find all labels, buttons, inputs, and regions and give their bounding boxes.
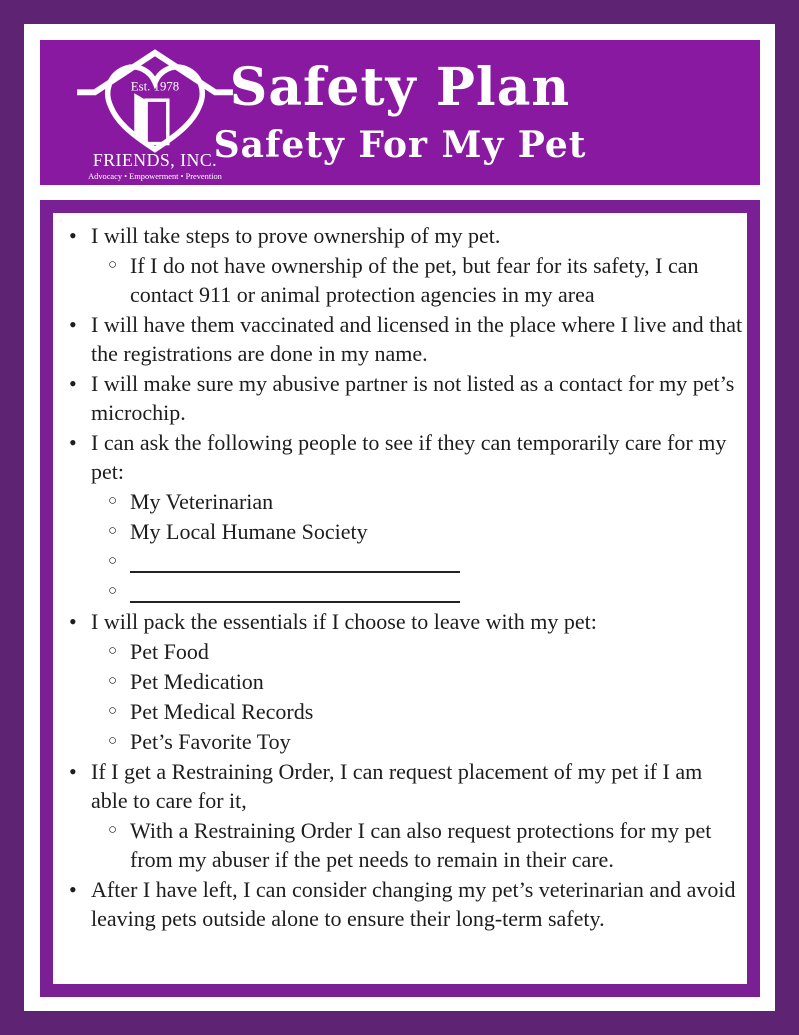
list-item xyxy=(53,517,743,546)
list-item xyxy=(53,667,743,696)
list-item xyxy=(53,607,743,636)
list-item-text: If I do not have ownership of the pet, but fear for its safety, I can contact 911 or animal protection agencies in my area xyxy=(130,253,699,307)
list-item-text: My Local Humane Society xyxy=(130,519,368,544)
logo-org-name: FRIENDS, INC. xyxy=(92,150,218,171)
list-item xyxy=(53,369,743,427)
circle-bullet-icon: ○ xyxy=(108,703,118,719)
circle-bullet-icon: ○ xyxy=(108,733,118,749)
write-in-blank-line xyxy=(130,580,460,603)
circle-bullet-icon: ○ xyxy=(108,822,118,838)
list-item-text: My Veterinarian xyxy=(130,489,274,514)
list-item-text: Pet Food xyxy=(130,639,209,664)
content-box xyxy=(40,200,760,997)
list-item-text: Pet Medical Records xyxy=(130,699,314,724)
bullet-icon: • xyxy=(69,877,77,902)
list-item-text: After I have left, I can consider changing my pet’s veterinarian and avoid leaving pets outside alone to ensure their long-term safety. xyxy=(91,877,736,931)
circle-bullet-icon: ○ xyxy=(108,673,118,689)
door-leaf-icon xyxy=(134,93,146,143)
list-item xyxy=(53,637,743,666)
list-item xyxy=(53,487,743,516)
list-item-text: Pet Medication xyxy=(130,669,264,694)
circle-bullet-icon: ○ xyxy=(108,643,118,659)
list-item-text: I can ask the following people to see if they can temporarily care for my pet: xyxy=(91,430,727,484)
list-item xyxy=(53,697,743,726)
bullet-icon: • xyxy=(69,312,77,337)
list-item xyxy=(53,547,743,576)
list-item xyxy=(53,310,743,368)
list-item-text: I will make sure my abusive partner is not listed as a contact for my pet’s microchip. xyxy=(91,371,735,425)
page-subtitle: Safety For My Pet xyxy=(213,123,587,166)
logo-tagline: Advocacy • Empowerment • Prevention xyxy=(88,172,222,182)
logo-established-text: Est. 1978 xyxy=(130,79,180,94)
circle-bullet-icon: ○ xyxy=(108,257,118,273)
circle-bullet-icon: ○ xyxy=(108,583,118,599)
list-item-text: I will take steps to prove ownership of my pet. xyxy=(91,223,501,248)
bullet-icon: • xyxy=(69,759,77,784)
list-item-text: If I get a Restraining Order, I can request placement of my pet if I am able to care for it, xyxy=(91,759,703,813)
bullet-icon: • xyxy=(69,609,77,634)
page-title: Safety Plan xyxy=(229,56,571,118)
circle-bullet-icon: ○ xyxy=(108,553,118,569)
header-banner xyxy=(40,40,760,185)
list-item xyxy=(53,428,743,486)
write-in-blank-line xyxy=(130,550,460,573)
list-item xyxy=(53,875,743,933)
list-item xyxy=(53,816,743,874)
list-item-text: I will have them vaccinated and licensed in the place where I live and that the registrations are done in my name. xyxy=(91,312,743,366)
list-item xyxy=(53,221,743,250)
circle-bullet-icon: ○ xyxy=(108,493,118,509)
list-item-text: Pet’s Favorite Toy xyxy=(130,729,291,754)
bullet-icon: • xyxy=(69,430,77,455)
list-item xyxy=(53,757,743,815)
bullet-icon: • xyxy=(69,371,77,396)
door-frame-icon xyxy=(146,100,168,143)
list-item-text: With a Restraining Order I can also request protections for my pet from my abuser if the pet needs to remain in their care. xyxy=(130,818,712,872)
list-item xyxy=(53,577,743,606)
friends-inc-logo xyxy=(54,41,254,184)
circle-bullet-icon: ○ xyxy=(108,523,118,539)
list-item-text: I will pack the essentials if I choose to leave with my pet: xyxy=(91,609,597,634)
list-item xyxy=(53,727,743,756)
list-item xyxy=(53,251,743,309)
bullet-icon: • xyxy=(69,223,77,248)
